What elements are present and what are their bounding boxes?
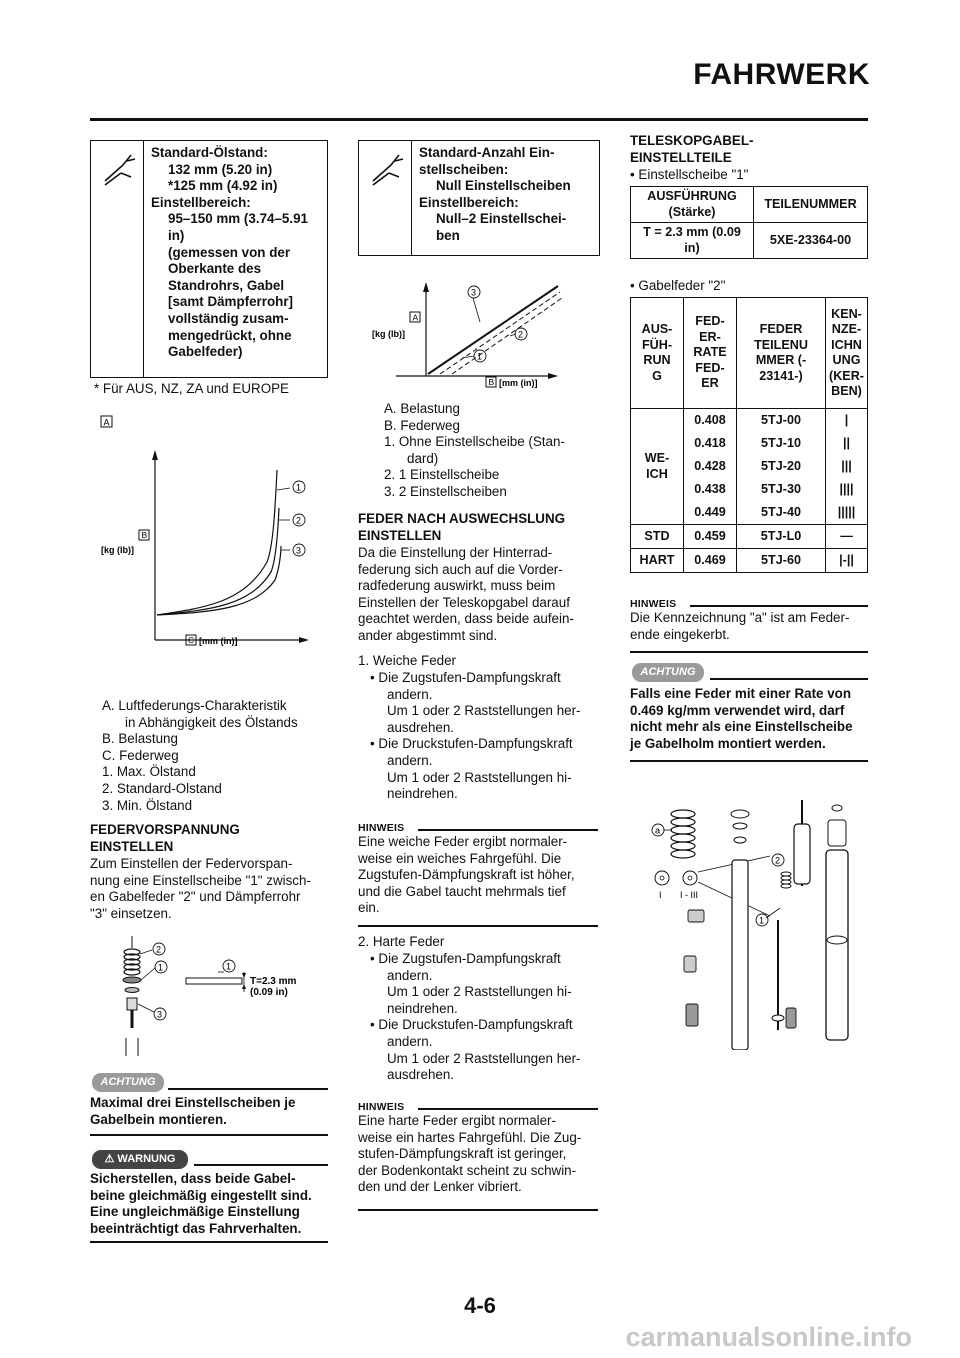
section-body-preload: Zum Einstellen der Federvorspan- nung eine Einstellscheibe "1" zwisch- en Gabelfeder "2" und Dämpferrohr "3" einsetzen. [90,856,311,921]
svg-text:A: A [412,312,419,323]
svg-text:2: 2 [775,855,781,866]
svg-text:3: 3 [157,1009,163,1020]
table-cell: T = 2.3 mm (0.09 in) [631,223,754,259]
hinweis-label: HINWEIS [630,598,677,610]
hinweis-soft: Eine weiche Feder ergibt normaler- weise ein weiches Fahrgefühl. Die Zugstufen-Dämpfungskraft ist höher, und die Gabel taucht mehrmals tief ein. [358,834,575,916]
shim-count-spec-box [358,140,600,256]
col-header: AUSFÜHRUNG (Stärke) [631,187,754,223]
table-cell: |-|| [826,549,868,573]
spring-table [630,297,868,573]
spring-rate-figure [370,270,590,390]
step-hard-spring: 2. Harte Feder [358,934,445,949]
col-header: FED- ER- RATE FED- ER [684,298,737,409]
table-cell: 5TJ-30 [737,478,826,501]
achtung-text: Falls eine Feder mit einer Rate von 0.469 kg/mm verwendet wird, darf nicht mehr als eine Einstellscheibe je Gabelholm montiert werden. [630,686,853,751]
bullet-shim: • Einstellscheibe "1" [630,167,749,182]
footnote: * Für AUS, NZ, ZA und EUROPE [94,381,289,396]
wrench-icon [101,151,139,191]
shim-table [630,186,868,259]
svg-text:2: 2 [156,944,162,955]
svg-text:1: 1 [296,482,302,493]
step-hard-items: • Die Zugstufen-Dampfungskraft andern. Um 1 oder 2 Raststellungen hi- neindrehen. • Die Druckstufen-Dampfungskraft andern. Um 1 oder 2 Raststellungen her- ausdrehen. [370,951,581,1083]
svg-text:3: 3 [471,287,477,298]
svg-text:a: a [655,825,661,836]
table-cell: 5TJ-L0 [737,525,826,549]
table-cell: 0.449 [684,501,737,525]
shim-installation-figure [100,928,330,1060]
page-number: 4-6 [464,1293,496,1318]
svg-text:[kg (lb)]: [kg (lb)] [372,329,405,339]
col-header: AUS- FÜH- RUN G [631,298,684,409]
figure1-legend: A. Luftfederungs-Charakteristik in Abhängigkeit des Ölstands B. Belastung C. Federweg 1. Max. Ölstand 2. Standard-Olstand 3. Min. Ölstand [102,698,298,813]
svg-text:T=2.3 mm: T=2.3 mm [250,976,297,987]
air-spring-characteristic-figure [95,412,335,652]
svg-text:2: 2 [296,515,302,526]
table-cell: 5TJ-60 [737,549,826,573]
hinweis-label: HINWEIS [358,822,405,834]
hinweis-marking: Die Kennzeichnung "a" ist am Feder- ende eingekerbt. [630,610,850,642]
svg-text:(0.09 in): (0.09 in) [250,987,288,998]
bullet-spring: • Gabelfeder "2" [630,278,726,293]
table-cell: 0.418 [684,432,737,455]
svg-text:[mm (in)]: [mm (in)] [499,378,538,388]
table-cell: HART [631,549,684,573]
section-title-spring: FEDER NACH AUSWECHSLUNG EINSTELLEN [358,511,566,543]
table-cell: — [826,525,868,549]
table-cell: 0.428 [684,455,737,478]
svg-text:B: B [488,377,495,387]
col-header: KEN- NZE- ICHN UNG (KER- BEN) [826,298,868,409]
svg-text:1: 1 [158,962,164,973]
table-cell: 5TJ-20 [737,455,826,478]
page-title: FAHRWERK [693,58,870,91]
table-cell: 5TJ-00 [737,409,826,433]
table-cell: 5TJ-40 [737,501,826,525]
header-rule [90,118,868,121]
achtung-badge: ACHTUNG [92,1073,164,1092]
watermark: carmanualsonline.info [625,1322,912,1352]
section-title-preload: FEDERVORSPANNUNG EINSTELLEN [90,822,240,854]
svg-text:1: 1 [226,961,232,972]
table-cell: 5TJ-10 [737,432,826,455]
achtung-badge: ACHTUNG [632,663,704,682]
svg-text:[kg (lb)]: [kg (lb)] [101,545,134,555]
fork-exploded-figure [640,790,870,1050]
table-cell: | [826,409,868,433]
svg-text:3: 3 [296,545,302,556]
svg-text:1: 1 [759,915,765,926]
col-header: FEDER TEILENU MMER (- 23141-) [737,298,826,409]
table-cell: ||||| [826,501,868,525]
figure3-legend: A. Belastung B. Federweg 1. Ohne Einstellscheibe (Stan- dard) 2. 1 Einstellscheibe 3. 2 Einstellscheiben [384,401,565,499]
wrench-icon [369,151,407,191]
svg-text:2: 2 [518,329,524,340]
achtung-text: Maximal drei Einstellscheiben je Gabelbein montieren. [90,1095,296,1127]
step-soft-items: • Die Zugstufen-Dampfungskraft andern. Um 1 oder 2 Raststellungen her- ausdrehen. • Die Druckstufen-Dampfungskraft andern. Um 1 oder 2 Raststellungen hi- neindrehen. [370,670,581,802]
group-cell-weich: WE- ICH [631,409,684,525]
hinweis-label: HINWEIS [358,1101,405,1113]
warnung-badge: ⚠ WARNUNG [92,1150,188,1169]
oil-level-spec-box [90,140,328,378]
svg-text:I: I [659,890,662,900]
table-cell: ||| [826,455,868,478]
table-cell: 0.469 [684,549,737,573]
warnung-text: Sicherstellen, dass beide Gabel- beine gleichmäßig eingestellt sind. Eine ungleichmäßige Einstellung beeinträchtigt das Fahrverhalten. [90,1171,312,1236]
table-cell: |||| [826,478,868,501]
step-soft-spring: 1. Weiche Feder [358,653,456,668]
svg-text:I - III: I - III [680,890,698,900]
svg-text:C: C [188,635,195,645]
spec-text: Standard-Ölstand: 132 mm (5.20 in) *125 mm (4.92 in) Einstellbereich: 95–150 mm (3.74–5.91 in) (gemessen von der Oberkante des Standrohrs, Gabel [samt Dämpferrohr] vollständig zusam- mengedrückt, ohne Gabelfeder) [151,145,308,360]
svg-text:[mm (in)]: [mm (in)] [199,636,238,646]
warning-triangle-icon: ⚠ [104,1153,118,1165]
spec-text: Standard-Anzahl Ein- stellscheiben: Null Einstellscheiben Einstellbereich: Null–2 Einstellschei- ben [419,145,571,243]
section-body-spring: Da die Einstellung der Hinterrad- federung sich auch auf die Vorder- radfederung auswirkt, muss beim Einstellen der Teleskopgabel darauf geachtet werden, dass beide aufein- ander abgestimmt sind. [358,545,574,643]
section-title-parts: TELESKOPGABEL- EINSTELLTEILE [630,133,754,165]
table-cell: 5XE-23364-00 [754,223,868,259]
table-cell: STD [631,525,684,549]
table-cell: 0.408 [684,409,737,433]
hinweis-hard: Eine harte Feder ergibt normaler- weise ein hartes Fahrgefühl. Die Zug- stufen-Dämpfungskraft ist geringer, der Bodenkontakt scheint zu schwin- den und der Lenker vibriert. [358,1113,582,1195]
table-cell: 0.459 [684,525,737,549]
col-header: TEILENUMMER [754,187,868,223]
table-cell: || [826,432,868,455]
svg-text:A: A [103,417,110,428]
table-cell: 0.438 [684,478,737,501]
svg-text:B: B [141,530,148,540]
svg-text:1: 1 [477,351,483,362]
